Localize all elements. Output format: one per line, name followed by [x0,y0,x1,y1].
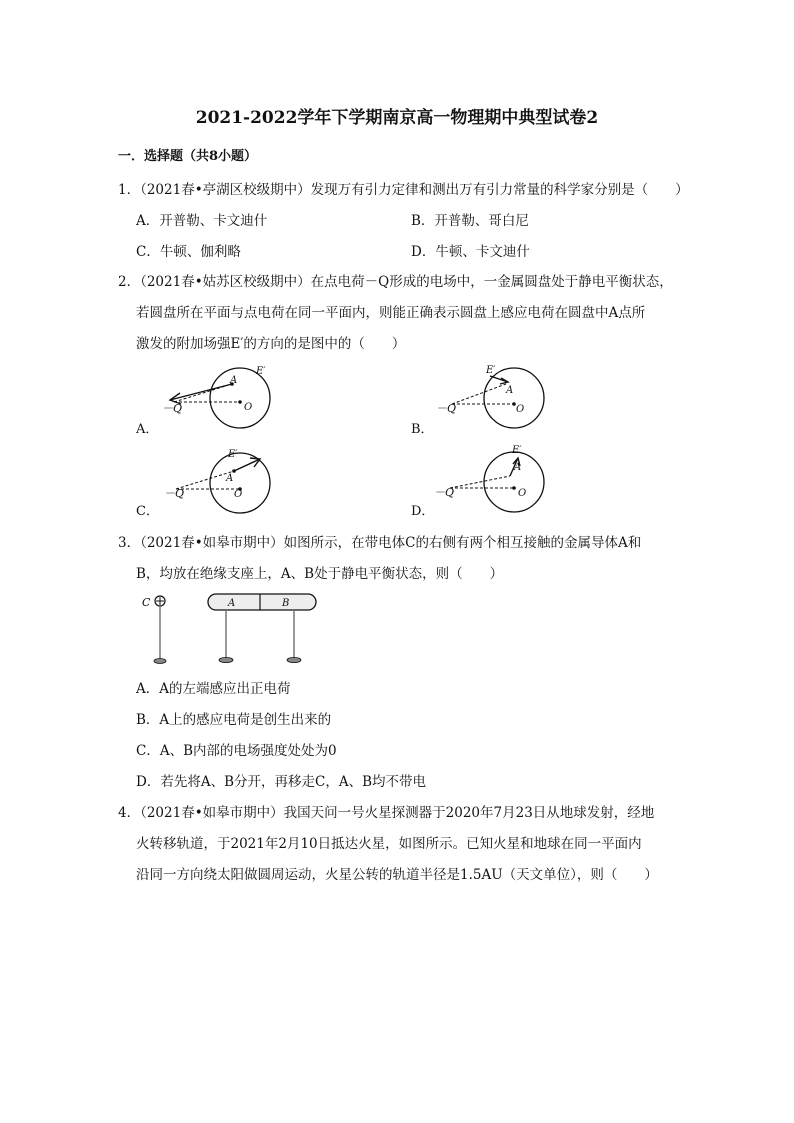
q2-figure-d [430,440,590,520]
svg-text:A: A [514,462,522,473]
q2-figure-b [430,360,590,440]
q3-option-c[interactable]: C．A、B内部的电场强度处处为0 [136,743,337,759]
svg-text:－Q: －Q [436,402,457,415]
q2-figure-a [160,360,320,440]
svg-text:O: O [516,404,525,415]
q2-stem-line-3: 激发的附加场强E′的方向的是图中的（ ） [136,336,406,352]
q1-option-b[interactable]: B．开普勒、哥白尼 [411,213,529,229]
svg-text:－Q: －Q [164,487,185,500]
q1-option-a[interactable]: A．开普勒、卡文迪什 [136,213,268,229]
svg-text:E′: E′ [512,445,522,456]
svg-text:B: B [282,598,290,609]
q4-stem-line-1: 4．（2021春•如皋市期中）我国天问一号火星探测器于2020年7月23日从地球发射，经地 [118,805,655,821]
q3-option-d[interactable]: D．若先将A、B分开，再移走C，A、B均不带电 [136,774,426,790]
q1-stem: 1．（2021春•亭湖区校级期中）发现万有引力定律和测出万有引力常量的科学家分别是（ ） [118,182,689,198]
q2-figure-c [160,445,320,525]
q2-stem-line-1: 2．（2021春•姑苏区校级期中）在点电荷－Q形成的电场中，一金属圆盘处于静电平衡状态， [118,274,673,290]
q3-figure [140,590,340,670]
svg-text:A: A [228,598,236,609]
svg-text:O: O [244,402,253,413]
q2-option-c[interactable]: C． [136,504,159,519]
svg-text:E′: E′ [228,449,238,460]
q2-option-b[interactable]: B． [411,422,434,437]
q2-stem-line-2: 若圆盘所在平面与点电荷在同一平面内，则能正确表示圆盘上感应电荷在圆盘中A点所 [136,305,646,321]
svg-text:A: A [226,473,234,484]
q3-stem-line-2: B，均放在绝缘支座上，A、B处于静电平衡状态，则（ ） [136,566,504,582]
svg-text:A: A [506,385,514,396]
svg-text:C: C [142,596,151,609]
svg-text:A: A [230,375,238,386]
svg-text:O: O [234,489,243,500]
svg-text:－Q: －Q [434,486,455,499]
q2-option-a[interactable]: A． [136,422,159,437]
svg-text:E′: E′ [256,366,266,377]
svg-text:E′: E′ [486,365,496,376]
q4-stem-line-3: 沿同一方向绕太阳做圆周运动，火星公转的轨道半径是1.5AU（天文单位），则（ ） [136,867,658,883]
q1-option-d[interactable]: D．牛顿、卡文迪什 [411,244,530,260]
svg-text:O: O [518,488,527,499]
q2-option-d[interactable]: D． [411,504,435,519]
q4-stem-line-2: 火转移轨道，于2021年2月10日抵达火星，如图所示。已知火星和地球在同一平面内 [136,836,642,852]
q1-option-c[interactable]: C．牛顿、伽利略 [136,244,241,260]
q3-option-b[interactable]: B．A上的感应电荷是创生出来的 [136,712,332,728]
section-heading: 一．选择题（共8小题） [118,149,258,164]
svg-text:－Q: －Q [162,402,183,415]
q3-option-a[interactable]: A．A的左端感应出正电荷 [136,681,291,697]
page-title: 2021-2022学年下学期南京高一物理期中典型试卷2 [195,108,599,128]
q3-stem-line-1: 3．（2021春•如皋市期中）如图所示，在带电体C的右侧有两个相互接触的金属导体A和 [118,535,642,551]
